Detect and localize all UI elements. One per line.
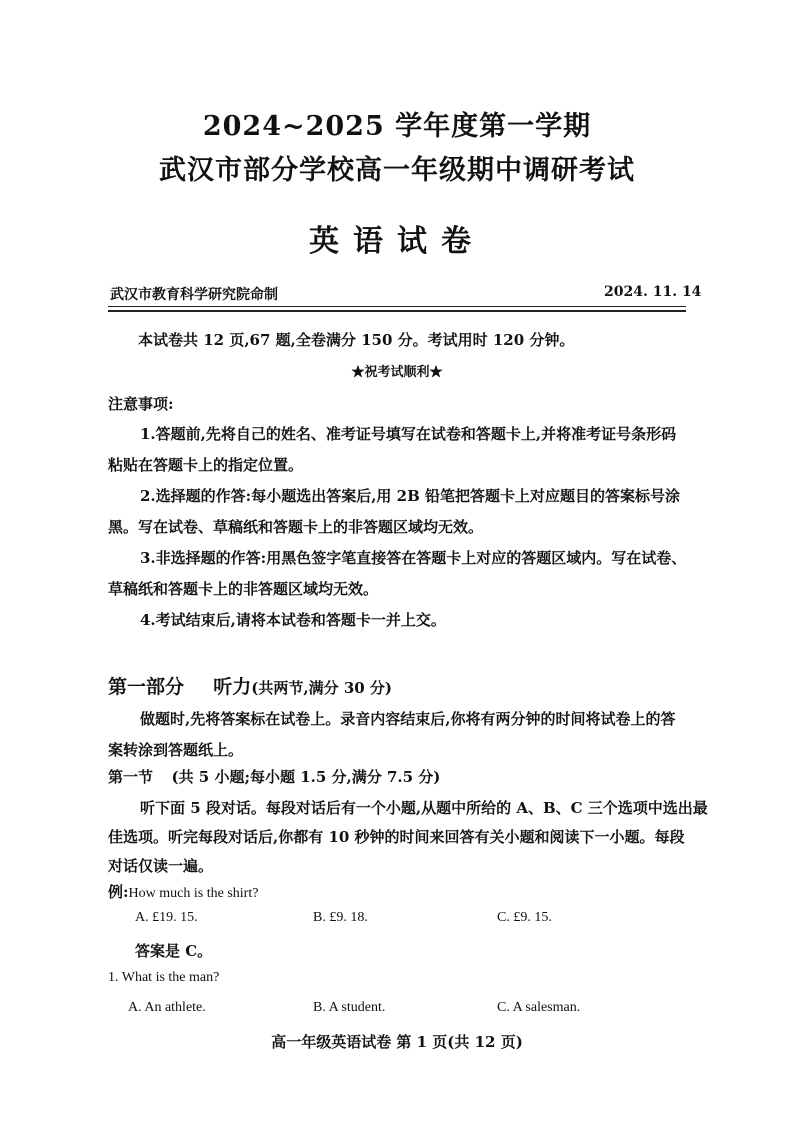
example-question-line (108, 881, 258, 902)
issuer: 武汉市教育科学研究院命制 (110, 287, 278, 303)
part1-intro-line2: 案转涂到答题纸上。 (108, 741, 244, 759)
exam-date: 2024. 11. 14 (604, 284, 702, 300)
part1-heading (108, 672, 392, 699)
notice-item-1-line1: 1.答题前,先将自己的姓名、准考证号填写在试卷和答题卡上,并将准考证号条形码 (140, 425, 677, 443)
part1-title: 第一部分 (108, 676, 185, 698)
section1-score: (共 5 小题;每小题 1.5 分,满分 7.5 分) (171, 768, 441, 786)
notice-item-3-line2: 草稿纸和答题卡上的非答题区域均无效。 (108, 580, 379, 598)
notice-title: 注意事项: (108, 395, 174, 413)
question-1 (108, 970, 219, 986)
section1-intro-line3: 对话仅读一遍。 (108, 857, 214, 875)
notice-item-3-line1: 3.非选择题的作答:用黑色签字笔直接答在答题卡上对应的答题区域内。写在试卷、 (140, 549, 687, 567)
header-rule-thin (108, 306, 686, 307)
example-option-c: C. £9. 15. (497, 910, 552, 925)
notice-item-2-line1: 2.选择题的作答:每小题选出答案后,用 2B 铅笔把答题卡上对应题目的答案标号涂 (140, 487, 680, 505)
section1-title: 第一节 (108, 768, 154, 786)
exam-meta: 本试卷共 12 页,67 题,全卷满分 150 分。考试用时 120 分钟。 (138, 331, 575, 349)
good-luck-banner: ★祝考试顺利★ (351, 365, 443, 380)
question-1-number: 1. (108, 970, 119, 985)
question-1-option-b: B. A student. (313, 1000, 386, 1015)
section1-intro-line2: 佳选项。听完每段对话后,你都有 10 秒钟的时间来回答有关小题和阅读下一小题。每段 (108, 828, 685, 846)
notice-item-2-line2: 黑。写在试卷、草稿纸和答题卡上的非答题区域均无效。 (108, 518, 484, 536)
exam-term-title: 2024~2025 学年度第一学期 (202, 111, 592, 142)
question-1-option-a: A. An athlete. (128, 1000, 206, 1015)
notice-item-4-line1: 4.考试结束后,请将本试卷和答题卡一并上交。 (140, 611, 446, 629)
example-option-b: B. £9. 18. (313, 910, 368, 925)
exam-name-title: 武汉市部分学校高一年级期中调研考试 (159, 155, 635, 186)
question-1-text: What is the man? (121, 970, 220, 985)
subject-title: 英语试卷 (309, 224, 485, 259)
part1-score: (共两节,满分 30 分) (251, 679, 393, 697)
example-answer: 答案是 C。 (135, 942, 213, 960)
example-question: How much is the shirt? (128, 886, 259, 901)
part1-intro-line1: 做题时,先将答案标在试卷上。录音内容结束后,你将有两分钟的时间将试卷上的答 (140, 710, 676, 728)
example-option-a: A. £19. 15. (135, 910, 198, 925)
part1-name: 听力 (213, 676, 252, 698)
question-1-option-c: C. A salesman. (497, 1000, 581, 1015)
example-label: 例: (108, 883, 129, 901)
header-rule-thick (108, 310, 686, 312)
section1-intro-line1: 听下面 5 段对话。每段对话后有一个小题,从题中所给的 A、B、C 三个选项中选出最 (140, 799, 708, 817)
page-footer: 高一年级英语试卷 第 1 页(共 12 页) (271, 1033, 523, 1051)
notice-item-1-line2: 粘贴在答题卡上的指定位置。 (108, 456, 304, 474)
section1-heading (108, 766, 440, 787)
